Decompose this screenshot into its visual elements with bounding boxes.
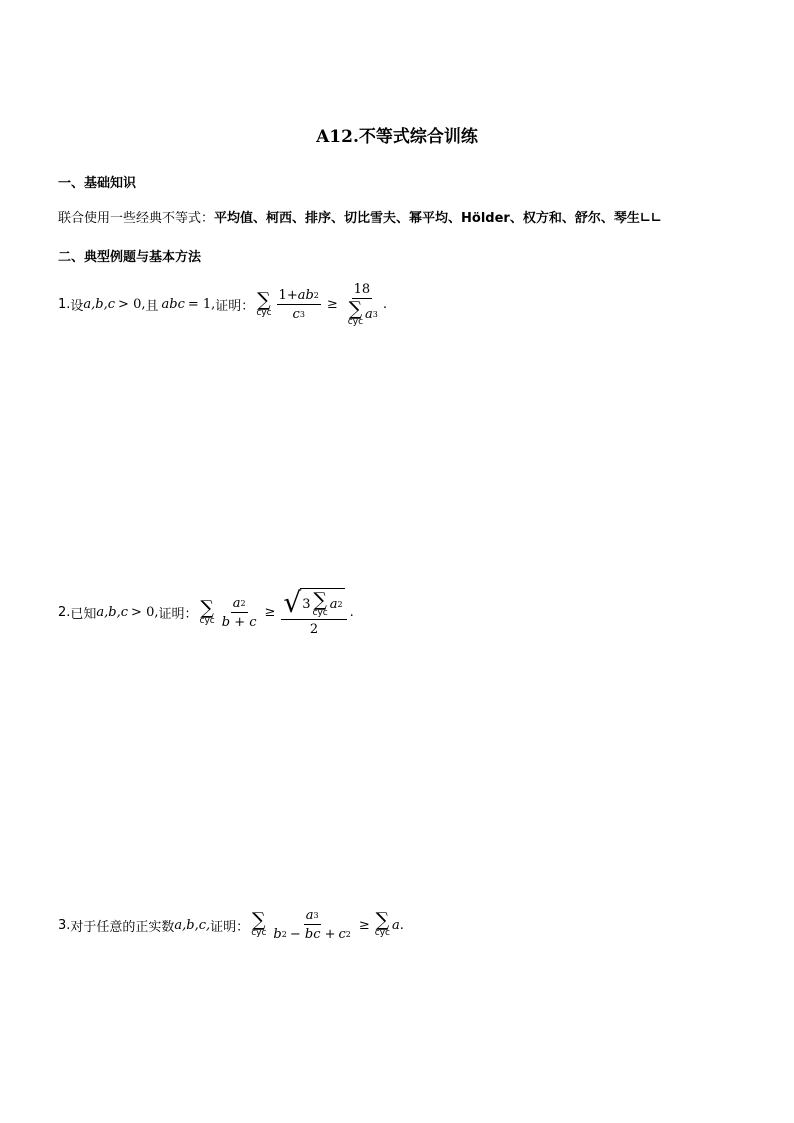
problem-number: 3. (58, 917, 71, 933)
period: . (399, 917, 404, 933)
cyclic-sum: ∑ cyc (256, 288, 272, 318)
exponent: 2 (240, 598, 246, 608)
sum-subscript: cyc (199, 615, 215, 626)
exponent: 3 (313, 911, 319, 920)
condition-product: abc (161, 297, 185, 312)
sum-subscript: cyc (251, 928, 267, 938)
period: . (349, 605, 354, 620)
geq-sign: ≥ (358, 917, 370, 933)
den-b: b (273, 927, 282, 942)
geq-sign: ≥ (264, 605, 276, 620)
prove-label: 证明： (158, 607, 198, 622)
cyclic-sum: ∑ cyc (199, 596, 215, 626)
section-heading-examples: 二、典型例题与基本方法 (58, 250, 202, 265)
condition-value: = 1, (187, 297, 216, 312)
problem-number: 1. (58, 297, 71, 312)
denominator-expr: b + c (221, 614, 257, 630)
cyclic-sum: ∑ cyc (251, 909, 267, 938)
exponent: 3 (299, 309, 305, 319)
problem-1 (58, 282, 387, 327)
problem-and: 且 (145, 299, 159, 314)
cyclic-sum: ∑ cyc (347, 298, 364, 327)
problem-condition: > 0, (131, 605, 159, 620)
problem-vars: a,b,c (96, 605, 129, 620)
square-root: √ 3 ∑ cyc a 2 (283, 586, 343, 619)
formula-2 (198, 588, 354, 637)
page-title: A12.不等式综合训练 (316, 127, 478, 147)
exponent: 2 (345, 930, 351, 939)
section-heading-basics: 一、基础知识 (58, 176, 137, 191)
formula-1 (254, 282, 387, 327)
exponent: 2 (281, 930, 287, 939)
fraction-rhs (281, 588, 346, 637)
basics-lead: 联合使用一些经典不等式： (58, 211, 215, 226)
formula-3 (249, 908, 404, 942)
problem-lead: 设 (70, 299, 84, 314)
exponent: 2 (313, 290, 319, 300)
numerator-constant: 1+ (278, 287, 298, 303)
sum-subscript: cyc (374, 928, 391, 938)
problem-2 (58, 588, 354, 637)
numerator-term: ab (297, 287, 314, 303)
fraction-lhs (277, 288, 321, 322)
problem-vars: a,b,c, (174, 917, 211, 933)
den-c: c (338, 927, 346, 942)
problem-condition: > 0, (118, 297, 146, 312)
sum-subscript: cyc (312, 607, 328, 618)
prove-label: 证明： (215, 299, 255, 314)
inequality-list: 平均值、柯西、排序、切比雪夫、幂平均、Hölder、权方和、舒尔、琴生∟∟ (214, 211, 662, 226)
fraction-rhs (344, 282, 380, 327)
rhs-denominator: 2 (309, 622, 319, 637)
geq-sign: ≥ (326, 297, 338, 312)
prove-label: 证明： (210, 919, 250, 935)
sum-subscript: cyc (347, 317, 364, 327)
rhs-den-var: a (365, 306, 373, 322)
sum-subscript: cyc (256, 307, 272, 318)
denominator-var: c (292, 306, 300, 322)
rhs-numerator: 18 (353, 282, 371, 297)
exponent: 3 (372, 309, 378, 319)
cyclic-sum: ∑ cyc (374, 909, 391, 938)
problem-number: 2. (58, 605, 71, 620)
fraction-lhs (271, 908, 352, 942)
rhs-var: a (392, 917, 400, 933)
problem-lead: 已知 (70, 607, 97, 622)
den-middle: − bc + (289, 927, 336, 942)
problem-3 (58, 908, 404, 942)
fraction-lhs (220, 596, 259, 630)
problem-lead: 对于任意的正实数 (70, 919, 175, 935)
basics-text (58, 207, 662, 226)
problem-vars: a,b,c (83, 297, 116, 312)
numerator-var: a (232, 595, 241, 611)
root-coefficient: 3 (302, 597, 311, 612)
radicand-var: a (329, 597, 338, 612)
period: . (382, 297, 388, 312)
cyclic-sum: ∑ cyc (312, 588, 328, 618)
numerator-var: a (305, 908, 314, 923)
exponent: 2 (337, 600, 343, 609)
